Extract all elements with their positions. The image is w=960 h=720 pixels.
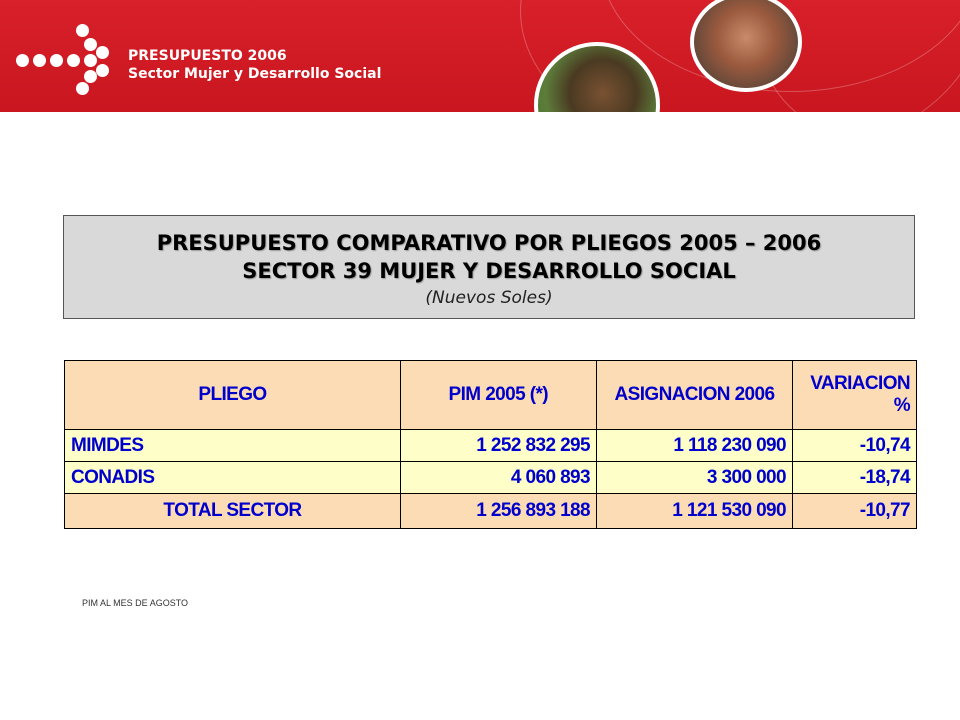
logo-dots-icon bbox=[16, 24, 112, 94]
cell-total-variacion: -10,77 bbox=[793, 494, 917, 529]
cell-asignacion-2006: 3 300 000 bbox=[597, 462, 793, 494]
cell-variacion: -10,74 bbox=[793, 430, 917, 462]
title-subtitle: (Nuevos Soles) bbox=[425, 288, 553, 308]
header-pliego: PLIEGO bbox=[65, 361, 401, 430]
cell-variacion: -18,74 bbox=[793, 462, 917, 494]
header-line-1: PRESUPUESTO 2006 bbox=[128, 48, 287, 64]
footnote: PIM AL MES DE AGOSTO bbox=[82, 598, 189, 608]
cell-pim-2005: 4 060 893 bbox=[401, 462, 597, 494]
title-line-2: SECTOR 39 MUJER Y DESARROLLO SOCIAL bbox=[242, 259, 736, 283]
table-header-row bbox=[65, 361, 917, 430]
header-line-2: Sector Mujer y Desarrollo Social bbox=[128, 66, 382, 82]
header-variacion: VARIACION % bbox=[793, 361, 917, 430]
cell-total-label: TOTAL SECTOR bbox=[65, 494, 401, 529]
table-row bbox=[65, 430, 917, 462]
title-box bbox=[63, 215, 915, 319]
title-line-1: PRESUPUESTO COMPARATIVO POR PLIEGOS 2005 – 2006 bbox=[156, 231, 822, 255]
header-asignacion-2006: ASIGNACION 2006 bbox=[597, 361, 793, 430]
cell-total-asignacion-2006: 1 121 530 090 bbox=[597, 494, 793, 529]
cell-pim-2005: 1 252 832 295 bbox=[401, 430, 597, 462]
cell-pliego: CONADIS bbox=[65, 462, 401, 494]
cell-total-pim-2005: 1 256 893 188 bbox=[401, 494, 597, 529]
budget-table bbox=[64, 360, 917, 529]
header-text bbox=[128, 47, 381, 83]
table-total-row bbox=[65, 494, 917, 529]
header-banner bbox=[0, 0, 960, 112]
header-pim-2005: PIM 2005 (*) bbox=[401, 361, 597, 430]
cell-asignacion-2006: 1 118 230 090 bbox=[597, 430, 793, 462]
cell-pliego: MIMDES bbox=[65, 430, 401, 462]
table-row bbox=[65, 462, 917, 494]
